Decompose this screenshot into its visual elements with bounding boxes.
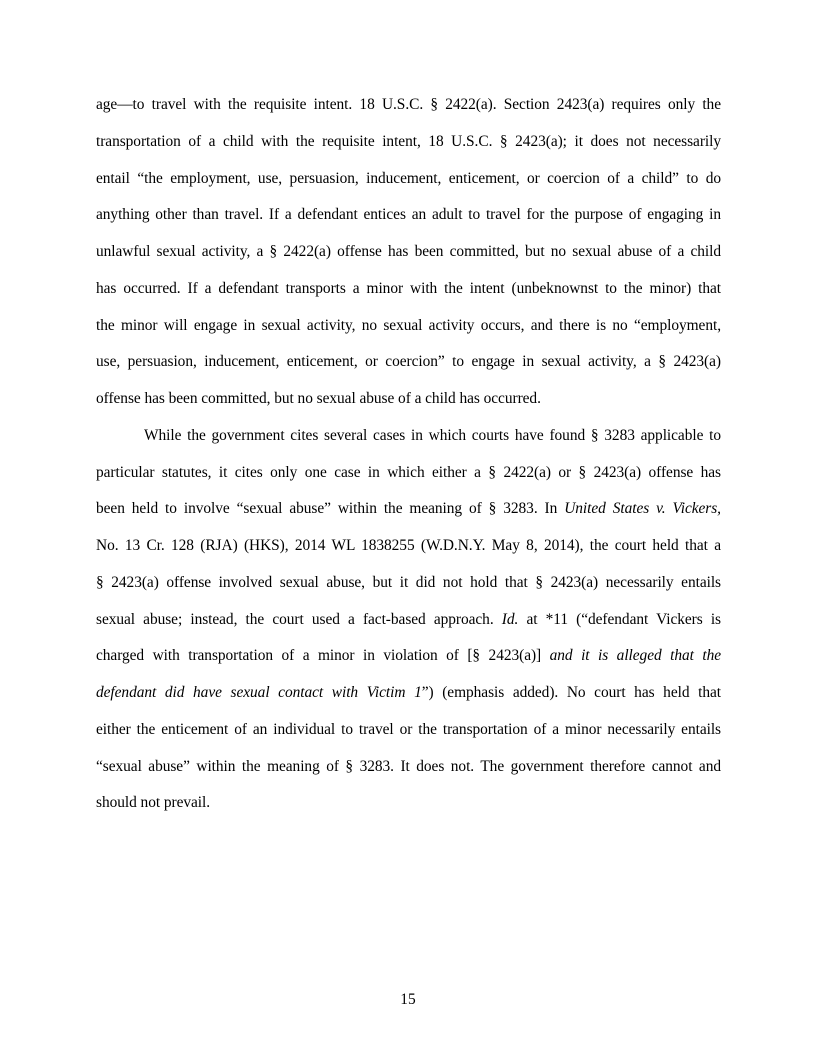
- text-run: at *11 (“defendant Vickers is: [518, 610, 721, 628]
- text-run: sexual abuse; instead, the court used a fact-based approach.: [96, 610, 502, 628]
- text-line: unlawful sexual activity, a § 2422(a) offense has been committed, but no sexual abuse of a child: [96, 243, 721, 260]
- text-line: [96, 608, 721, 645]
- emphasis-italic: and it is alleged that the: [549, 647, 722, 665]
- text-line: [96, 497, 721, 534]
- page-body: [96, 93, 721, 828]
- text-line: “sexual abuse” within the meaning of § 3283. It does not. The government therefore cannot and: [96, 757, 721, 775]
- text-line: § 2423(a) offense involved sexual abuse, but it did not hold that § 2423(a) necessarily entails: [96, 573, 721, 591]
- text-line: transportation of a child with the requisite intent, 18 U.S.C. § 2423(a); it does not necessarily: [96, 132, 721, 150]
- text-line: [96, 644, 721, 681]
- text-line: offense has been committed, but no sexual abuse of a child has occurred.: [96, 390, 541, 407]
- text-line: While the government cites several cases in which courts have found § 3283 applicable to: [144, 426, 721, 444]
- text-line: No. 13 Cr. 128 (RJA) (HKS), 2014 WL 1838255 (W.D.N.Y. May 8, 2014), the court held that a: [96, 537, 721, 554]
- paragraph-statutory-analysis: [96, 93, 721, 424]
- emphasis-italic: defendant did have sexual contact with Victim 1: [96, 684, 422, 701]
- paragraph-case-law: [96, 424, 721, 828]
- text-line: has occurred. If a defendant transports a minor with the intent (unbeknownst to the minor) that: [96, 279, 721, 297]
- id-citation-italic: Id.: [501, 610, 519, 628]
- text-line: the minor will engage in sexual activity, no sexual activity occurs, and there is no “employment,: [96, 316, 721, 334]
- text-run: ”) (emphasis added). No court has held that: [421, 684, 721, 701]
- case-citation-italic: United States v. Vickers,: [564, 500, 721, 518]
- text-run: been held to involve “sexual abuse” within the meaning of § 3283. In: [96, 500, 565, 518]
- text-run: charged with transportation of a minor in violation of [§ 2423(a)]: [96, 647, 550, 665]
- text-line: particular statutes, it cites only one case in which either a § 2422(a) or § 2423(a) offense has: [96, 463, 721, 481]
- text-line: either the enticement of an individual to travel or the transportation of a minor necessarily entails: [96, 720, 721, 738]
- text-line: age—to travel with the requisite intent. 18 U.S.C. § 2422(a). Section 2423(a) requires only the: [96, 96, 721, 113]
- page-number: 15: [400, 991, 416, 1008]
- text-line: entail “the employment, use, persuasion, inducement, enticement, or coercion of a child” to do: [96, 169, 721, 187]
- text-line: [96, 681, 721, 718]
- text-line: anything other than travel. If a defendant entices an adult to travel for the purpose of engaging in: [96, 206, 721, 224]
- text-line: should not prevail.: [96, 794, 211, 812]
- text-line: use, persuasion, inducement, enticement, or coercion” to engage in sexual activity, a § 2423(a): [96, 353, 721, 371]
